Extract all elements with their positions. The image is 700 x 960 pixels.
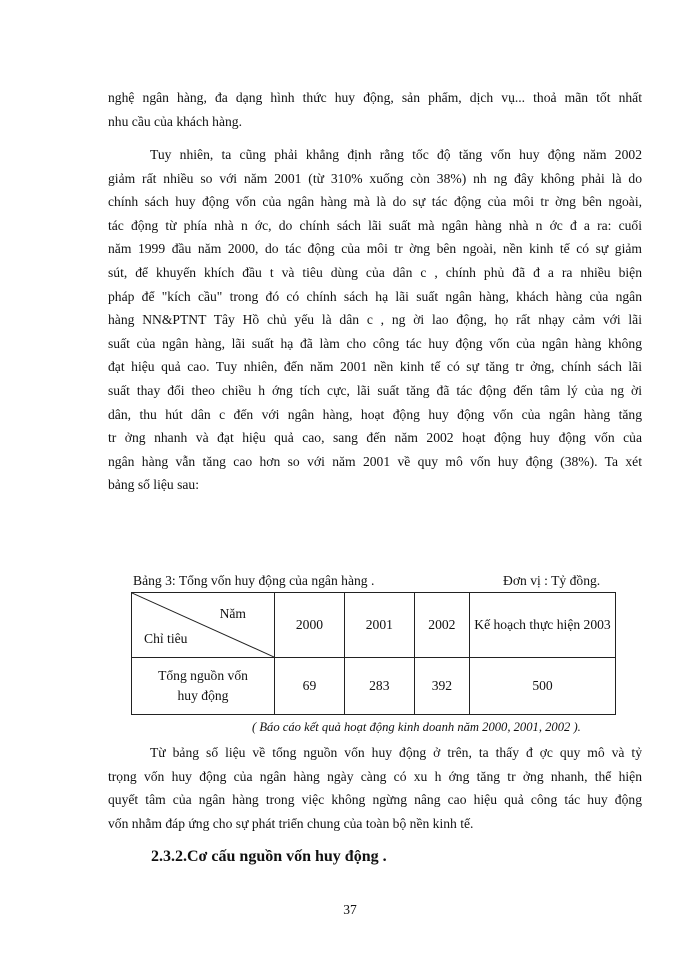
column-header: 2000 (275, 593, 345, 658)
table-cell: 283 (344, 658, 414, 715)
table-cell: 69 (275, 658, 345, 715)
paragraph-line: suất của ngân hàng, lãi suất hạ đã làm cho công tác huy động vốn của ngân hàng không (108, 335, 642, 351)
table-row (132, 658, 616, 715)
paragraph-line: bảng số liệu sau: (108, 477, 199, 493)
paragraph-line: Từ bảng số liệu về tổng nguồn vốn huy động ở trên, ta thấy đ ợc quy mô và tỷ (150, 745, 642, 760)
paragraph-line: chính sách huy động vốn của ngân hàng mà là do sự tác động của môi tr ờng bên ngoài, (108, 194, 642, 210)
column-header: 2002 (414, 593, 469, 658)
page-number: 37 (343, 902, 357, 917)
table-header-row (132, 593, 616, 658)
paragraph-2 (108, 143, 642, 497)
column-header: 2001 (344, 593, 414, 658)
corner-top-label: Năm (219, 606, 246, 621)
paragraph-line: nhu cầu của khách hàng. (108, 113, 242, 129)
paragraph-line: đạt hiệu quả cao. Tuy nhiên, đến năm 2001 nền kinh tế có sự tăng tr ởng, chính sách lãi (108, 359, 642, 375)
paragraph-line: sút, để khuyến khích đầu t và tiêu dùng của dân c , chính phủ đã đ a ra nhiều biện (108, 264, 642, 280)
table-unit: Đơn vị : Tỷ đồng. (503, 573, 601, 588)
section-heading: 2.3.2.Cơ cấu nguồn vốn huy động . (151, 848, 387, 865)
paragraph-line: pháp để "kích cầu" trong đó có chính sách hạ lãi suất ngân hàng, khách hàng của ngân (108, 288, 642, 304)
table-source: ( Báo cáo kết quả hoạt động kinh doanh năm 2000, 2001, 2002 ). (252, 720, 581, 734)
paragraph-line: trọng vốn huy động của ngân hàng ngày càng có xu h ớng tăng tr ởng nhanh, thể hiện (108, 768, 642, 784)
paragraph-line: tr ởng nhanh và đạt hiệu quả cao, sang đến năm 2002 hoạt động huy động vốn của (108, 430, 642, 446)
data-table (131, 592, 616, 715)
paragraph-line: hàng NN&PTNT Tây Hồ chủ yếu là dân c , ng ời lao động, họ rất nhạy cảm với lãi (108, 312, 642, 328)
corner-cell (132, 593, 275, 658)
corner-bottom-label: Chỉ tiêu (144, 631, 188, 646)
paragraph-line: giảm rất nhiều so với năm 2001 (từ 310% xuống còn 38%) nh ng đây không phải là do (108, 170, 642, 186)
paragraph-line: năm 1999 đầu năm 2000, do tác động của môi tr ờng bên ngoài, nền kinh tế có sự giảm (108, 241, 642, 257)
diagonal-line (132, 593, 274, 657)
table-cell: 500 (470, 658, 616, 715)
paragraph-1 (108, 86, 642, 133)
paragraph-line: tác động từ phía nhà n ớc, do chính sách lãi suất mà ngân hàng nhà n ớc đ a ra: cuối (108, 217, 642, 233)
row-label: Tổng nguồn vốn huy động (132, 658, 275, 715)
column-header: Kế hoạch thực hiện 2003 (470, 593, 616, 658)
table-cell: 392 (414, 658, 469, 715)
paragraph-line: quyết tâm của ngân hàng trong việc không ngừng nâng cao hiệu quả công tác huy động (108, 792, 642, 808)
paragraph-line: nghệ ngân hàng, đa dạng hình thức huy động, sản phẩm, dịch vụ... thoả mãn tốt nhất (108, 90, 642, 105)
table-caption: Bảng 3: Tổng vốn huy động của ngân hàng . (133, 573, 375, 588)
paragraph-line: vốn nhằm đáp ứng cho sự phát triển chung của toàn bộ nền kinh tế. (108, 815, 474, 831)
paragraph-3 (108, 741, 642, 835)
paragraph-line: suất thay đổi theo chiều h ớng tích cực, lãi suất tăng đã tác động đến tâm lý của ng ời (108, 382, 642, 398)
paragraph-line: Tuy nhiên, ta cũng phải khẳng định rằng tốc độ tăng vốn huy động năm 2002 (150, 147, 642, 162)
paragraph-line: ngân hàng vẫn tăng cao hơn so với năm 2001 về quy mô vốn huy động (38%). Ta xét (108, 453, 642, 469)
paragraph-line: dân, thu hút dân c đến với ngân hàng, hoạt động huy động vốn của ngân hàng tăng (108, 406, 642, 422)
